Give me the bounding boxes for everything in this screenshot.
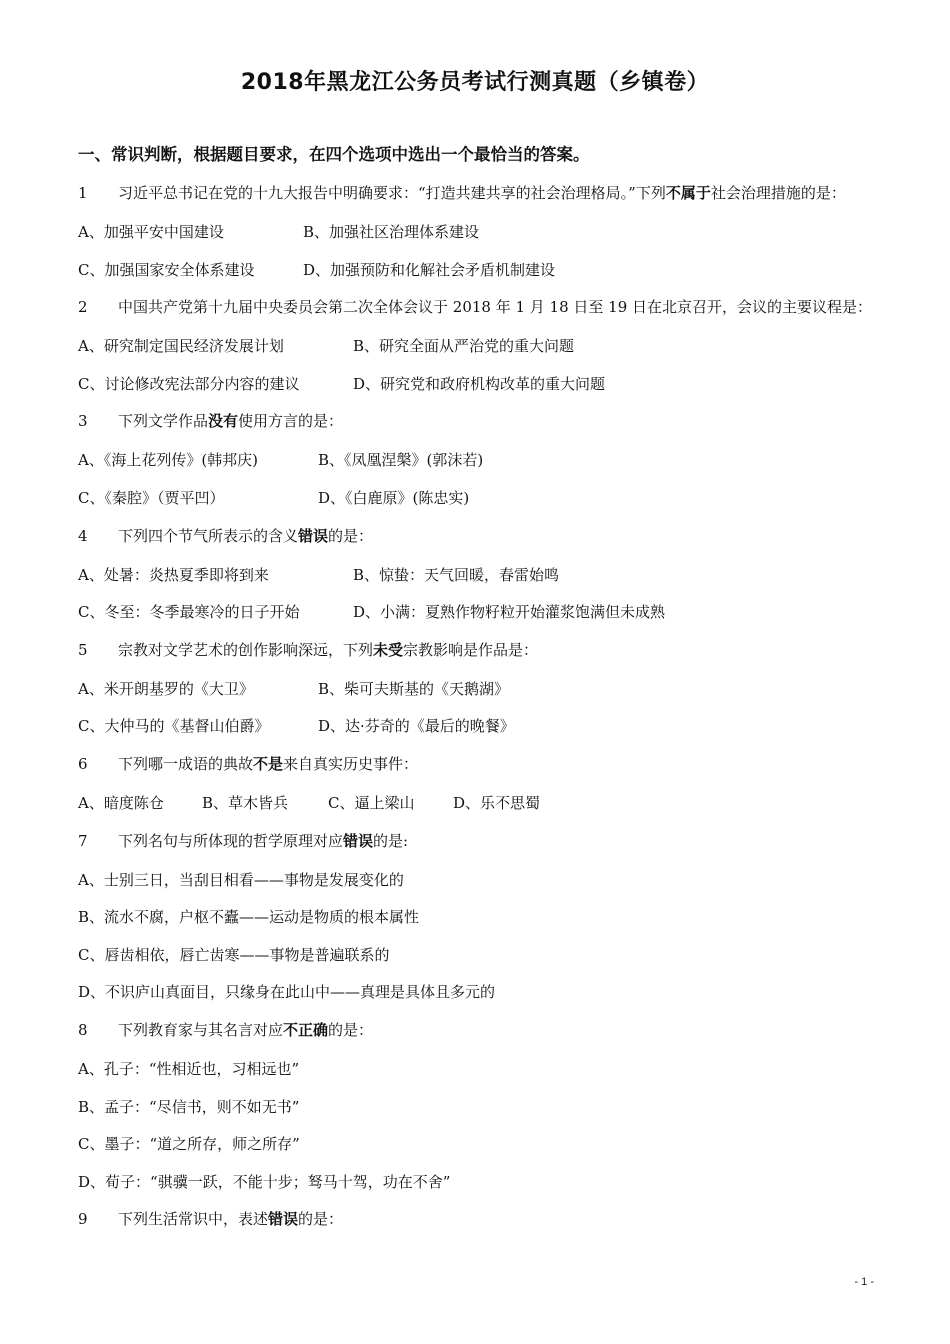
answer-option[interactable]: C、加强国家安全体系建设 [78,260,255,279]
answer-option[interactable]: B、流水不腐，户枢不蠹——运动是物质的根本属性 [78,908,420,927]
option-row [78,676,878,702]
answer-option[interactable]: D、乐不思蜀 [453,793,541,812]
stem-text: 社会治理措施的是： [710,184,846,202]
page-title: 2018年黑龙江公务员考试行测真题（乡镇卷） [240,70,710,95]
stem-text: 下列四个节气所表示的含义 [118,526,299,545]
stem-text: 下列名句与所体现的哲学原理对应 [118,831,344,850]
question-number: 2 [78,298,88,317]
answer-option[interactable]: B、加强社区治理体系建设 [303,223,480,241]
stem-emphasis: 错误 [268,1210,299,1229]
stem-emphasis: 未受 [373,640,404,659]
question-stem [78,294,878,320]
stem-text: 下列哪一成语的典故 [118,754,254,773]
option-row [78,979,878,1005]
option-row [78,904,878,930]
option-row [78,713,878,739]
question-stem [78,523,878,549]
stem-emphasis: 不是 [253,754,284,773]
question-stem [78,828,878,854]
option-row [78,333,878,359]
answer-option[interactable]: C、逼上梁山 [328,793,415,812]
answer-option[interactable]: C、唇齿相依，唇亡齿寒——事物是普遍联系的 [78,945,390,964]
answer-option[interactable]: D、达·芬奇的《最后的晚餐》 [318,717,515,736]
question-number: 1 [78,184,88,202]
question-number: 4 [78,526,88,545]
stem-text: 使用方言的是： [238,412,344,431]
answer-option[interactable]: B、《凤凰涅槃》(郭沫若) [318,451,484,470]
question-stem [78,637,878,663]
answer-option[interactable]: B、惊蛰：天气回暖，春雷始鸣 [353,565,560,584]
answer-option[interactable]: C、墨子：“道之所存，师之所存” [78,1135,300,1154]
option-row [78,1056,878,1082]
answer-option[interactable]: D、研究党和政府机构改革的重大问题 [353,374,606,393]
answer-option[interactable]: C、冬至：冬季最寒冷的日子开始 [78,603,300,622]
question-number: 3 [78,412,88,431]
option-row [78,562,878,588]
option-row [78,790,878,816]
question-number: 8 [78,1020,88,1039]
answer-option[interactable]: A、孔子：“性相近也，习相远也” [78,1059,300,1078]
stem-text: 中国共产党第十九届中央委员会第二次全体会议于 2018 年 1 月 18 日至 19 日在北京召开，会议的主要议程是： [118,298,873,317]
stem-text: 习近平总书记在党的十九大报告中明确要求：“打造共建共享的社会治理格局。”下列 [118,184,666,202]
answer-option[interactable]: B、孟子：“尽信书，则不如无书” [78,1097,300,1116]
answer-option[interactable]: C、大仲马的《基督山伯爵》 [78,717,270,736]
answer-option[interactable]: B、研究全面从严治党的重大问题 [353,337,575,356]
option-row [78,485,878,511]
stem-emphasis: 不正确 [283,1020,329,1039]
answer-option[interactable]: C、《秦腔》（贾平凹） [78,488,225,507]
option-row [78,257,878,283]
question-list [78,180,878,1245]
question-stem [78,180,878,206]
answer-option[interactable]: A、研究制定国民经济发展计划 [78,337,284,356]
answer-option[interactable]: A、加强平安中国建设 [78,223,224,241]
question-stem [78,751,878,777]
stem-text: 来自真实历史事件： [283,754,419,773]
option-row [78,1169,878,1195]
question-number: 5 [78,640,88,659]
section-heading: 一、常识判断，根据题目要求，在四个选项中选出一个最恰当的答案。 [78,145,590,164]
answer-option[interactable]: D、加强预防和化解社会矛盾机制建设 [303,260,556,279]
stem-text: 的是： [328,526,374,545]
answer-option[interactable]: A、处暑：炎热夏季即将到来 [78,565,269,584]
page-number: - 1 - [854,1276,874,1288]
answer-option[interactable]: D、不识庐山真面目，只缘身在此山中——真理是具体且多元的 [78,983,496,1002]
answer-option[interactable]: C、讨论修改宪法部分内容的建议 [78,374,300,393]
answer-option[interactable]: A、《海上花列传》(韩邦庆) [78,451,259,470]
option-row [78,867,878,893]
stem-emphasis: 错误 [298,526,329,545]
option-row [78,942,878,968]
option-row [78,371,878,397]
option-row [78,1131,878,1157]
question-stem [78,1206,878,1232]
question-number: 6 [78,754,88,773]
stem-emphasis: 没有 [208,412,239,431]
option-row [78,599,878,625]
question-number: 7 [78,831,88,850]
answer-option[interactable]: A、暗度陈仓 [78,793,164,812]
answer-option[interactable]: D、《白鹿原》(陈忠实) [318,488,470,507]
option-row [78,1094,878,1120]
question-stem [78,1017,878,1043]
answer-option[interactable]: A、米开朗基罗的《大卫》 [78,679,254,698]
stem-emphasis: 错误 [343,831,374,850]
stem-text: 下列文学作品 [118,412,209,431]
stem-text: 宗教影响是作品是： [403,640,539,659]
stem-emphasis: 不属于 [665,184,711,202]
stem-text: 的是： [328,1020,374,1039]
stem-text: 的是: [373,831,409,850]
answer-option[interactable]: D、小满：夏熟作物籽粒开始灌浆饱满但未成熟 [353,603,666,622]
answer-option[interactable]: B、草木皆兵 [202,793,289,812]
question-number: 9 [78,1210,88,1229]
answer-option[interactable]: B、柴可夫斯基的《天鹅湖》 [318,679,510,698]
option-row [78,447,878,473]
question-stem [78,408,878,434]
stem-text: 的是： [298,1210,344,1229]
stem-text: 下列教育家与其名言对应 [118,1020,284,1039]
answer-option[interactable]: A、士别三日，当刮目相看——事物是发展变化的 [78,870,404,889]
stem-text: 下列生活常识中，表述 [118,1210,269,1229]
option-row [78,219,878,245]
answer-option[interactable]: D、荀子：“骐骥一跃，不能十步；驽马十驾，功在不舍” [78,1172,451,1191]
stem-text: 宗教对文学艺术的创作影响深远，下列 [118,640,374,659]
